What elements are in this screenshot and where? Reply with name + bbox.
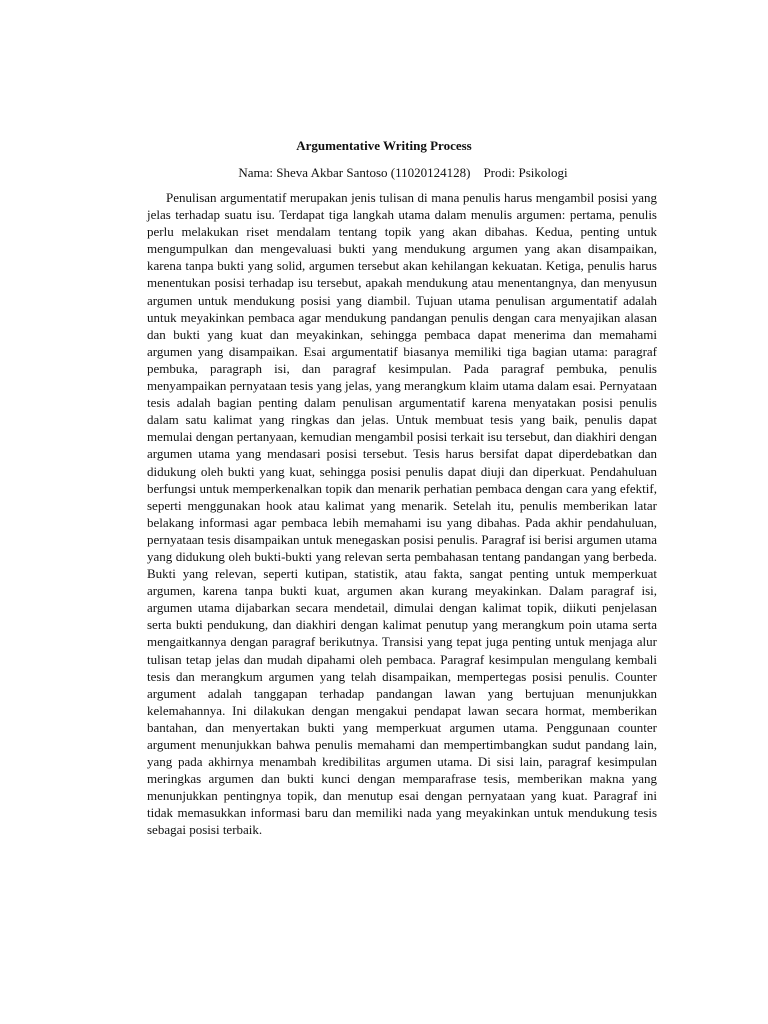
document-meta-line bbox=[0, 164, 768, 181]
program-line: Prodi: Psikologi bbox=[483, 165, 568, 180]
meta-separator bbox=[470, 165, 483, 180]
body-paragraph: Penulisan argumentatif merupakan jenis tulisan di mana penulis harus mengambil posisi yang jelas terhadap suatu isu. Terdapat tiga langkah utama dalam menulis argumen: pertama, penulis perlu melakukan riset mendalam tentang topik yang akan dibahas. Kedua, penting untuk mengumpulkan dan mengevaluasi bukti yang mendukung argumen yang akan disampaikan, karena tanpa bukti yang solid, argumen tersebut akan kehilangan kekuatan. Ketiga, penulis harus menentukan posisi terhadap isu tersebut, apakah mendukung atau menentangnya, dan menyusun argumen untuk mendukung posisi yang diambil. Tujuan utama penulisan argumentatif adalah untuk meyakinkan pembaca agar mendukung pandangan penulis dengan cara menyajikan alasan dan bukti yang kuat dan meyakinkan, sehingga pembaca dapat menerima dan memahami argumen yang disampaikan. Esai argumentatif biasanya memiliki tiga bagian utama: paragraf pembuka, paragraph isi, dan paragraf kesimpulan. Pada paragraf pembuka, penulis menyampaikan pernyataan tesis yang jelas, yang merangkum klaim utama dalam esai. Pernyataan tesis adalah bagian penting dalam penulisan argumentatif karena menyatakan posisi penulis dalam satu kalimat yang ringkas dan jelas. Untuk membuat tesis yang baik, penulis dapat memulai dengan pertanyaan, kemudian mengambil posisi terkait isu tersebut, dan diakhiri dengan argumen utama yang mendasari posisi tersebut. Tesis harus bersifat dapat diperdebatkan dan didukung oleh bukti yang kuat, sehingga posisi penulis dapat diuji dan diperkuat. Pendahuluan berfungsi untuk memperkenalkan topik dan menarik perhatian pembaca dengan cara yang efektif, seperti menggunakan hook atau kalimat yang menarik. Setelah itu, penulis memberikan latar belakang informasi agar pembaca lebih memahami isu yang dibahas. Pada akhir pendahuluan, pernyataan tesis disampaikan untuk menegaskan posisi penulis. Paragraf isi berisi argumen utama yang didukung oleh bukti-bukti yang relevan serta pembahasan tentang pandangan yang berbeda. Bukti yang relevan, seperti kutipan, statistik, atau fakta, sangat penting untuk memperkuat argumen, karena tanpa bukti kuat, argumen akan kurang meyakinkan. Dalam paragraf isi, argumen utama dijabarkan secara mendetail, dimulai dengan kalimat topik, diikuti penjelasan serta bukti pendukung, dan diakhiri dengan kalimat penutup yang merangkum poin utama serta mengaitkannya dengan paragraf berikutnya. Transisi yang tepat juga penting untuk menjaga alur tulisan tetap jelas dan mudah dipahami oleh pembaca. Paragraf kesimpulan mengulang kembali tesis dan merangkum argumen yang telah disampaikan, mempertegas posisi penulis. Counter argument adalah tanggapan terhadap pandangan lawan yang bertujuan menunjukkan kelemahannya. Ini dilakukan dengan mengakui pendapat lawan secara hormat, memberikan bantahan, dan menyertakan bukti yang memperkuat argumen utama. Penggunaan counter argument menunjukkan bahwa penulis memahami dan mempertimbangkan sudut pandang lain, yang pada akhirnya menambah kredibilitas argumen utama. Di sisi lain, paragraf kesimpulan meringkas argumen dan bukti kunci dengan memparafrase tesis, memberikan makna yang menunjukkan pentingnya topik, dan menutup esai dengan pernyataan yang kuat. Paragraf ini tidak memasukkan informasi baru dan memiliki nada yang meyakinkan untuk mendukung tesis sebagai posisi terbaik. bbox=[147, 190, 657, 838]
author-line: Nama: Sheva Akbar Santoso (11020124128) bbox=[238, 165, 471, 180]
document-title: Argumentative Writing Process bbox=[296, 138, 472, 153]
